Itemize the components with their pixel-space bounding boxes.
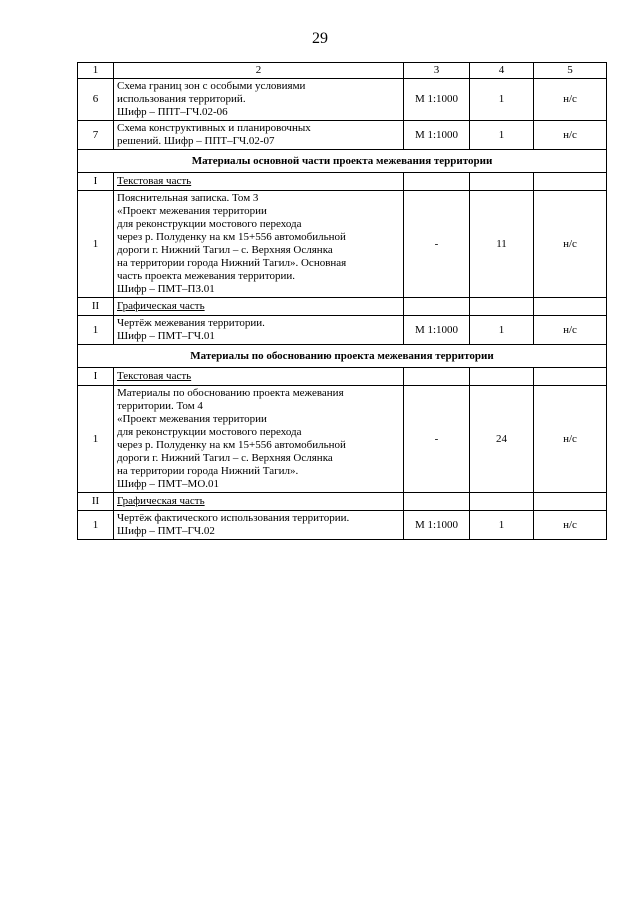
row-number: I <box>78 368 114 386</box>
document-title: Чертёж межевания территории. Шифр – ПМТ–ГЧ.01 <box>114 316 404 345</box>
status-cell: н/с <box>534 121 607 150</box>
empty-cell <box>404 368 470 386</box>
scale-cell: М 1:1000 <box>404 121 470 150</box>
empty-cell <box>470 173 534 191</box>
empty-cell <box>404 173 470 191</box>
table-header-row <box>78 63 607 79</box>
table-row <box>78 511 607 540</box>
row-number: 1 <box>78 316 114 345</box>
row-number: 7 <box>78 121 114 150</box>
col-header-4: 4 <box>470 63 534 79</box>
status-cell: н/с <box>534 79 607 121</box>
empty-cell <box>534 368 607 386</box>
scale-cell: - <box>404 386 470 493</box>
document-title: Пояснительная записка. Том 3 «Проект межевания территории для реконструкции мостового перехода через р. Полуденку на км 15+556 автомобильной дороги г. Нижний Тагил – с. Верхняя Ослянка на территории города Нижний Тагил». Основная часть проекта межевания территории. Шифр – ПМТ–ПЗ.01 <box>114 191 404 298</box>
subsection-title: Графическая часть <box>114 298 404 316</box>
empty-cell <box>534 298 607 316</box>
empty-cell <box>404 298 470 316</box>
materials-table <box>77 62 607 540</box>
sheets-cell: 1 <box>470 511 534 540</box>
empty-cell <box>404 493 470 511</box>
status-cell: н/с <box>534 511 607 540</box>
row-number: I <box>78 173 114 191</box>
status-cell: н/с <box>534 386 607 493</box>
sheets-cell: 1 <box>470 316 534 345</box>
col-header-1: 1 <box>78 63 114 79</box>
col-header-5: 5 <box>534 63 607 79</box>
sheets-cell: 1 <box>470 79 534 121</box>
table-body <box>78 79 607 540</box>
row-number: 1 <box>78 511 114 540</box>
status-cell: н/с <box>534 316 607 345</box>
col-header-3: 3 <box>404 63 470 79</box>
table-row <box>78 121 607 150</box>
subsection-title: Текстовая часть <box>114 173 404 191</box>
table-row <box>78 316 607 345</box>
subsection-row <box>78 368 607 386</box>
table-row <box>78 79 607 121</box>
page-number: 29 <box>312 30 328 47</box>
status-cell: н/с <box>534 191 607 298</box>
row-number: II <box>78 298 114 316</box>
sheets-cell: 11 <box>470 191 534 298</box>
subsection-row <box>78 298 607 316</box>
row-number: 1 <box>78 386 114 493</box>
document-title: Материалы по обоснованию проекта межевания территории. Том 4 «Проект межевания территории для реконструкции мостового перехода через р. Полуденку на км 15+556 автомобильной дороги г. Нижний Тагил – с. Верхняя Ослянка на территории города Нижний Тагил». Шифр – ПМТ–МО.01 <box>114 386 404 493</box>
sheets-cell: 1 <box>470 121 534 150</box>
row-number: 6 <box>78 79 114 121</box>
section-title: Материалы основной части проекта межевания территории <box>78 150 607 173</box>
empty-cell <box>470 298 534 316</box>
row-number: II <box>78 493 114 511</box>
section-title: Материалы по обоснованию проекта межевания территории <box>78 345 607 368</box>
subsection-row <box>78 173 607 191</box>
document-title: Чертёж фактического использования территории. Шифр – ПМТ–ГЧ.02 <box>114 511 404 540</box>
section-header-row <box>78 150 607 173</box>
empty-cell <box>534 173 607 191</box>
document-title: Схема границ зон с особыми условиями использования территорий. Шифр – ППТ–ГЧ.02-06 <box>114 79 404 121</box>
document-title: Схема конструктивных и планировочных решений. Шифр – ППТ–ГЧ.02-07 <box>114 121 404 150</box>
subsection-row <box>78 493 607 511</box>
subsection-title: Графическая часть <box>114 493 404 511</box>
empty-cell <box>470 493 534 511</box>
table-row <box>78 191 607 298</box>
subsection-title: Текстовая часть <box>114 368 404 386</box>
scale-cell: М 1:1000 <box>404 511 470 540</box>
row-number: 1 <box>78 191 114 298</box>
scale-cell: М 1:1000 <box>404 316 470 345</box>
empty-cell <box>470 368 534 386</box>
table-row <box>78 386 607 493</box>
col-header-2: 2 <box>114 63 404 79</box>
scale-cell: М 1:1000 <box>404 79 470 121</box>
sheets-cell: 24 <box>470 386 534 493</box>
empty-cell <box>534 493 607 511</box>
scale-cell: - <box>404 191 470 298</box>
section-header-row <box>78 345 607 368</box>
